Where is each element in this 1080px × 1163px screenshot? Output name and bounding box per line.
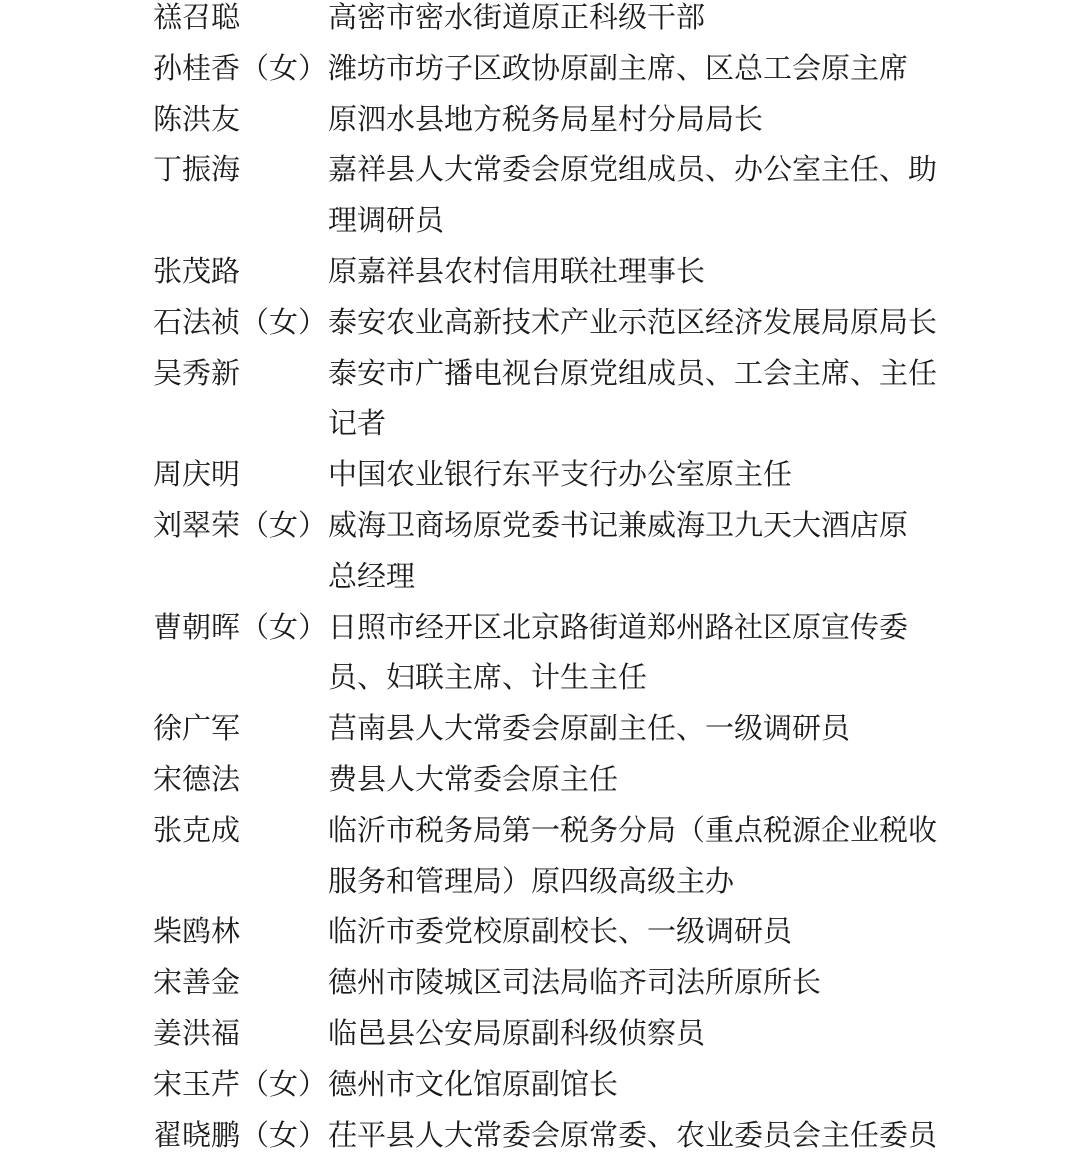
person-name: 张克成 <box>153 812 241 847</box>
list-item <box>153 754 943 805</box>
person-title: 茌平县人大常委会原常委、农业委员会主任委员 <box>328 1117 938 1152</box>
person-title: 威海卫商场原党委书记兼威海卫九天大酒店原 总经理 <box>328 507 909 593</box>
person-name: 徐广军 <box>153 711 241 746</box>
person-title: 日照市经开区北京路街道郑州路社区原宣传委 员、妇联主席、计生主任 <box>328 609 909 695</box>
person-name: 周庆明 <box>153 457 241 492</box>
person-title: 临沂市税务局第一税务分局（重点税源企业税收 服务和管理局）原四级高级主办 <box>328 812 938 898</box>
list-item <box>153 246 943 297</box>
list-item <box>153 1059 943 1110</box>
person-name: 陈洪友 <box>153 101 241 136</box>
person-name: 张茂路 <box>153 253 241 288</box>
list-item <box>153 1008 943 1059</box>
person-name: 石法祯（女） <box>153 304 328 339</box>
honoree-list <box>153 0 943 1160</box>
person-title: 临邑县公安局原副科级侦察员 <box>328 1015 706 1050</box>
person-title: 高密市密水街道原正科级干部 <box>328 0 706 34</box>
person-title: 潍坊市坊子区政协原副主席、区总工会原主席 <box>328 50 909 85</box>
person-name: 翟晓鹏（女） <box>153 1117 328 1152</box>
list-item <box>153 1110 943 1161</box>
person-name: 宋善金 <box>153 965 241 1000</box>
person-title: 临沂市委党校原副校长、一级调研员 <box>328 914 793 949</box>
person-name: 姜洪福 <box>153 1015 241 1050</box>
list-item <box>153 94 943 145</box>
list-item <box>153 449 943 500</box>
person-title: 德州市陵城区司法局临齐司法所原所长 <box>328 965 822 1000</box>
list-item <box>153 703 943 754</box>
person-name: 宋玉芹（女） <box>153 1066 328 1101</box>
list-item <box>153 500 943 602</box>
person-title: 嘉祥县人大常委会原党组成员、办公室主任、助 理调研员 <box>328 152 938 238</box>
person-name: 宋德法 <box>153 761 241 796</box>
person-title: 原嘉祥县农村信用联社理事长 <box>328 253 706 288</box>
list-item <box>153 602 943 704</box>
person-name: 刘翠荣（女） <box>153 507 328 542</box>
person-name: 吴秀新 <box>153 355 241 390</box>
person-title: 泰安市广播电视台原党组成员、工会主席、主任 记者 <box>328 355 938 441</box>
person-name: 曹朝晖（女） <box>153 609 328 644</box>
person-title: 莒南县人大常委会原副主任、一级调研员 <box>328 711 851 746</box>
list-item <box>153 805 943 907</box>
list-item <box>153 43 943 94</box>
person-title: 费县人大常委会原主任 <box>328 761 619 796</box>
person-title: 中国农业银行东平支行办公室原主任 <box>328 457 793 492</box>
list-item <box>153 297 943 348</box>
list-item <box>153 348 943 450</box>
list-item <box>153 144 943 246</box>
list-item <box>153 957 943 1008</box>
list-item <box>153 906 943 957</box>
person-title: 原泗水县地方税务局星村分局局长 <box>328 101 764 136</box>
person-name: 禚召聪 <box>153 0 241 34</box>
person-name: 柴鸥林 <box>153 914 241 949</box>
person-name: 丁振海 <box>153 152 241 187</box>
list-item <box>153 0 943 43</box>
person-title: 泰安农业高新技术产业示范区经济发展局原局长 <box>328 304 938 339</box>
person-name: 孙桂香（女） <box>153 50 328 85</box>
person-title: 德州市文化馆原副馆长 <box>328 1066 619 1101</box>
